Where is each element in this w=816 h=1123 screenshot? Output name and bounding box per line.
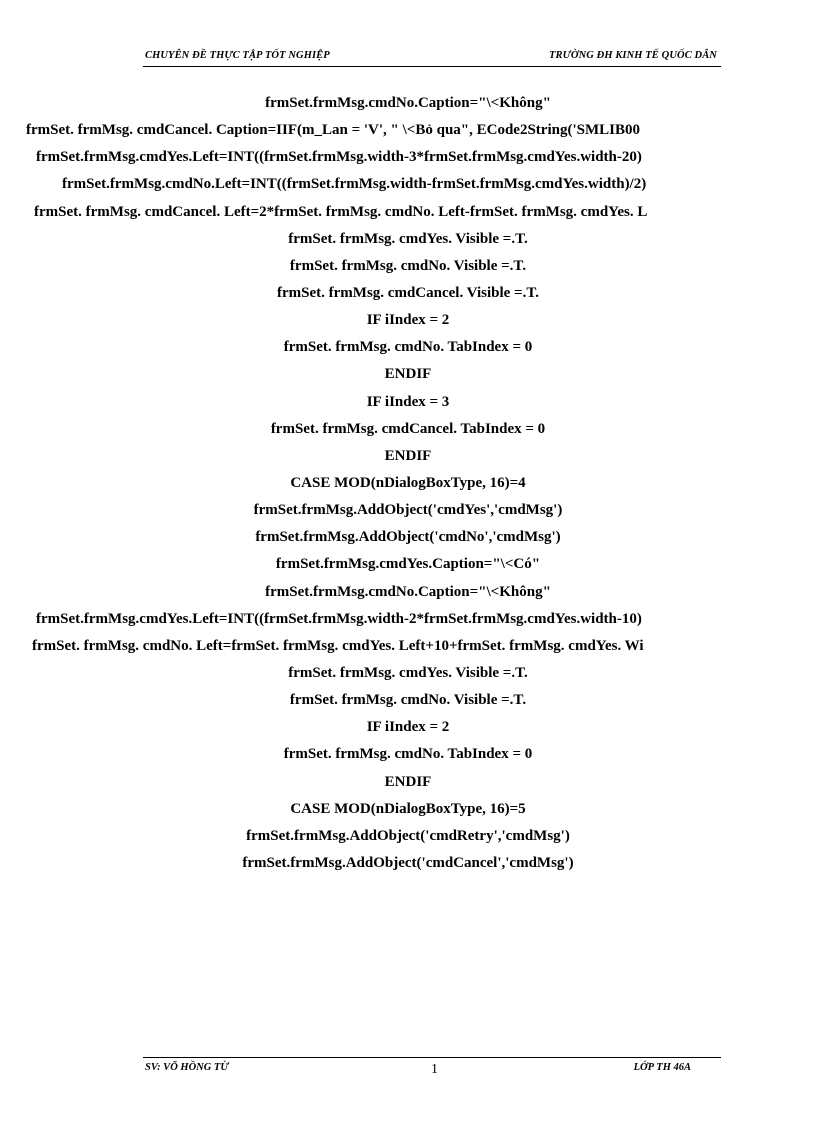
code-line: IF iIndex = 2	[366, 719, 450, 736]
code-line: frmSet.frmMsg.cmdYes.Caption="\<Có"	[275, 556, 541, 573]
code-line: CASE MOD(nDialogBoxType, 16)=4	[290, 474, 526, 491]
code-line: ENDIF	[384, 366, 432, 383]
header-right-title: TRƯỜNG ĐH KINH TẾ QUỐC DÂN	[549, 50, 717, 61]
code-line: frmSet. frmMsg. cmdYes. Visible =.T.	[288, 664, 528, 681]
code-line: frmSet. frmMsg. cmdCancel. Caption=IIF(m_Lan = 'V', " \<Bỏ qua", ECode2String('SMLIB00	[26, 122, 640, 139]
page-number: 1	[431, 1062, 438, 1077]
code-line: IF iIndex = 2	[366, 312, 450, 329]
code-line: frmSet.frmMsg.AddObject('cmdYes','cmdMsg')	[253, 502, 563, 519]
code-line: frmSet.frmMsg.cmdYes.Left=INT((frmSet.frmMsg.width-3*frmSet.frmMsg.cmdYes.width-20)	[36, 149, 642, 166]
code-line: frmSet. frmMsg. cmdNo. TabIndex = 0	[283, 746, 533, 763]
code-line: frmSet.frmMsg.cmdYes.Left=INT((frmSet.frmMsg.width-2*frmSet.frmMsg.cmdYes.width-10)	[36, 610, 642, 627]
code-line: frmSet.frmMsg.cmdNo.Left=INT((frmSet.frmMsg.width-frmSet.frmMsg.cmdYes.width)/2)	[62, 176, 647, 193]
code-line: frmSet.frmMsg.cmdNo.Caption="\<Không"	[265, 583, 551, 600]
header-left-title: CHUYÊN ĐỀ THỰC TẬP TỐT NGHIỆP	[145, 50, 330, 61]
footer-student-name: SV: VÕ HỒNG TỪ	[145, 1062, 229, 1073]
code-line: CASE MOD(nDialogBoxType, 16)=5	[290, 800, 526, 817]
code-line: frmSet.frmMsg.AddObject('cmdCancel','cmdMsg')	[242, 854, 574, 871]
code-line: frmSet. frmMsg. cmdNo. TabIndex = 0	[283, 339, 533, 356]
code-line: frmSet. frmMsg. cmdNo. Visible =.T.	[289, 257, 527, 274]
code-line: IF iIndex = 3	[366, 393, 450, 410]
code-line: ENDIF	[384, 447, 432, 464]
code-line: frmSet. frmMsg. cmdNo. Left=frmSet. frmMsg. cmdYes. Left+10+frmSet. frmMsg. cmdYes. Wi	[32, 637, 644, 654]
code-line: frmSet. frmMsg. cmdNo. Visible =.T.	[289, 692, 527, 709]
page-header	[143, 46, 721, 67]
code-line: frmSet. frmMsg. cmdCancel. Visible =.T.	[277, 284, 539, 301]
code-line: frmSet.frmMsg.cmdNo.Caption="\<Không"	[265, 95, 551, 111]
code-block	[0, 90, 816, 877]
page-footer	[143, 1057, 721, 1080]
code-line: frmSet. frmMsg. cmdYes. Visible =.T.	[288, 230, 528, 247]
code-line: ENDIF	[384, 773, 432, 790]
footer-class-name: LỚP TH 46A	[633, 1062, 691, 1073]
code-line: frmSet. frmMsg. cmdCancel. TabIndex = 0	[270, 420, 546, 437]
code-line: frmSet. frmMsg. cmdCancel. Left=2*frmSet. frmMsg. cmdNo. Left-frmSet. frmMsg. cmdYes. L	[34, 203, 648, 220]
code-line: frmSet.frmMsg.AddObject('cmdNo','cmdMsg')	[255, 529, 561, 546]
code-line: frmSet.frmMsg.AddObject('cmdRetry','cmdMsg')	[246, 827, 570, 844]
